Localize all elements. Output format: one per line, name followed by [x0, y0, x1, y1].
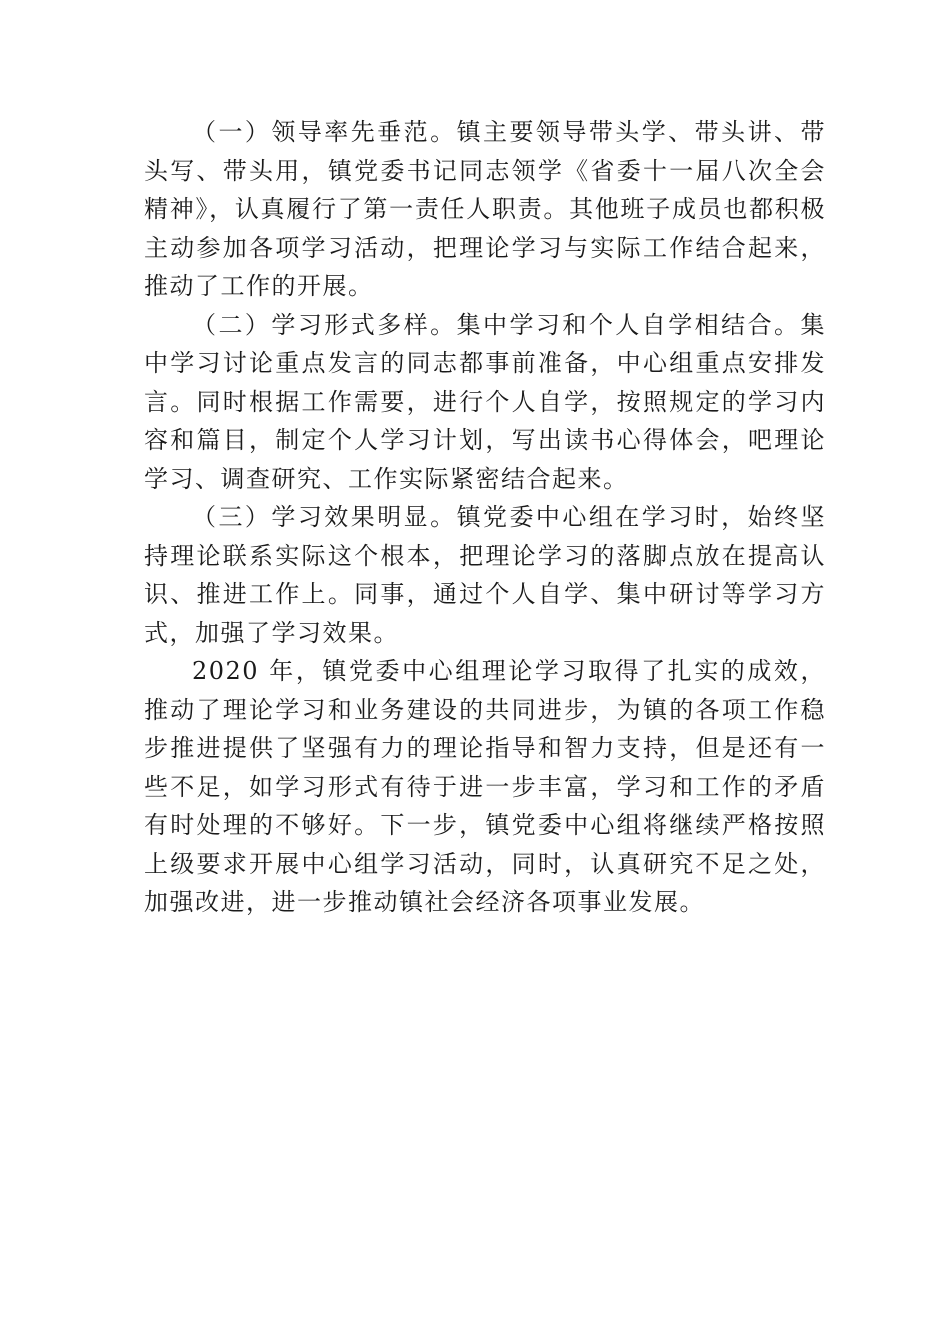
paragraph-study-forms: （二）学习形式多样。集中学习和个人自学相结合。集中学习讨论重点发言的同志都事前准备，中心组重点安排发言。同时根据工作需要，进行个人自学，按照规定的学习内容和篇目，制定个人学习计划，写出读书心得体会，吧理论学习、调查研究、工作实际紧密结合起来。 [144, 310, 826, 493]
document-body [144, 113, 826, 922]
paragraph-study-effect: （三）学习效果明显。镇党委中心组在学习时，始终坚持理论联系实际这个根本，把理论学习的落脚点放在提高认识、推进工作上。同事，通过个人自学、集中研讨等学习方式，加强了学习效果。 [144, 503, 826, 647]
paragraph-leadership: （一）领导率先垂范。镇主要领导带头学、带头讲、带头写、带头用，镇党委书记同志领学《省委十一届八次全会精神》，认真履行了第一责任人职责。其他班子成员也都积极主动参加各项学习活动，把理论学习与实际工作结合起来，推动了工作的开展。 [144, 118, 826, 300]
paragraph-summary: 2020 年，镇党委中心组理论学习取得了扎实的成效，推动了理论学习和业务建设的共同进步，为镇的各项工作稳步推进提供了坚强有力的理论指导和智力支持，但是还有一些不足，如学习形式有待于进一步丰富，学习和工作的矛盾有时处理的不够好。下一步，镇党委中心组将继续严格按照上级要求开展中心组学习活动，同时，认真研究不足之处，加强改进，进一步推动镇社会经济各项事业发展。 [144, 657, 826, 916]
